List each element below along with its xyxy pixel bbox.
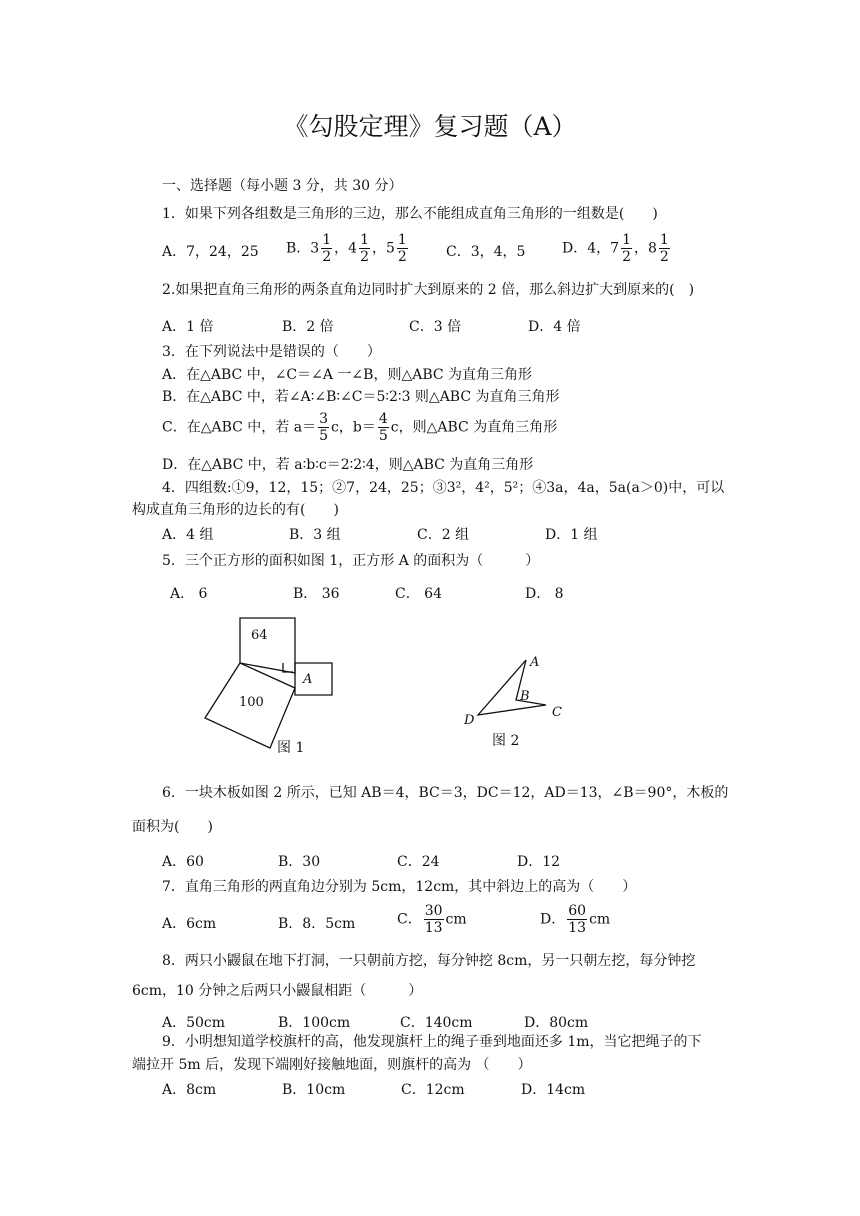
q4-option-d: D．1 组 <box>545 527 598 543</box>
q1-b-num-3: 1 <box>397 232 407 248</box>
q8-option-b: B．100cm <box>278 1015 351 1031</box>
q7-option-d <box>540 903 610 936</box>
q9-stem-line1: 9．小明想知道学校旗杆的高，他发现旗杆上的绳子垂到地面还多 1m，当它把绳子的下 <box>162 1034 702 1050</box>
q9-option-a: A．8cm <box>162 1082 217 1098</box>
q7-option-c <box>397 903 467 936</box>
q1-option-a: A．7，24，25 <box>162 244 259 260</box>
q1-b-den-3: 2 <box>397 249 407 265</box>
q2-option-d: D．4 倍 <box>528 319 581 335</box>
q1-d-den-2: 2 <box>659 249 669 265</box>
fig1-label-a: A <box>303 672 313 687</box>
figure-1 <box>205 618 332 748</box>
q8-stem-line1: 8．两只小鼹鼠在地下打洞，一只朝前方挖，每分钟挖 8cm，另一只朝左挖，每分钟挖 <box>162 953 696 969</box>
q4-stem-line2: 构成直角三角形的边长的有( ) <box>132 502 339 518</box>
q6-option-b: B．30 <box>278 854 321 870</box>
q4-stem-line1: 4．四组数:①9，12，15；②7，24，25；③3²，4²，5²；④3a，4a，5a(a＞0)中，可以 <box>162 480 725 496</box>
q3-option-d: D．在△ABC 中，若 a∶b∶c＝2∶2∶4，则△ABC 为直角三角形 <box>162 457 534 473</box>
q3-option-a: A．在△ABC 中，∠C＝∠A 一∠B，则△ABC 为直角三角形 <box>162 367 533 383</box>
fig1-label-64: 64 <box>251 628 268 643</box>
fig2-caption: 图 2 <box>492 733 520 749</box>
q7-option-b: B．8．5cm <box>278 916 356 932</box>
q8-option-a: A．50cm <box>162 1015 226 1031</box>
q7-c-den: 13 <box>424 920 443 936</box>
q7-d-prefix: D． <box>540 911 566 928</box>
q6-option-d: D．12 <box>517 854 561 870</box>
q5-option-b: B． 36 <box>293 586 340 602</box>
q1-b-whole-2: 4 <box>348 240 358 257</box>
q1-d-whole-2: 8 <box>647 240 657 257</box>
q1-b-num-1: 1 <box>322 232 332 248</box>
q5-option-c: C． 64 <box>395 586 442 602</box>
q7-option-a: A．6cm <box>162 916 217 932</box>
q8-option-d: D．80cm <box>524 1015 589 1031</box>
q1-b-den-1: 2 <box>322 249 332 265</box>
q1-b-den-2: 2 <box>360 249 369 265</box>
q1-b-prefix: B． <box>286 240 311 257</box>
q3-c-mid: c，b＝ <box>331 419 376 436</box>
q1-b-comma-1: ， <box>334 240 349 257</box>
q4-option-c: C．2 组 <box>417 527 470 543</box>
fig2-label-b: B <box>520 689 530 704</box>
q9-stem-line2: 端拉开 5m 后，发现下端刚好接触地面，则旗杆的高为 （ ） <box>132 1057 532 1073</box>
q1-d-num-2: 1 <box>659 232 669 248</box>
fig2-label-a: A <box>530 655 540 670</box>
q3-c-den-1: 5 <box>319 428 329 444</box>
q3-c-den-2: 5 <box>378 428 388 444</box>
q1-b-whole-3: 5 <box>385 240 395 257</box>
q9-option-c: C．12cm <box>401 1082 465 1098</box>
q7-stem: 7．直角三角形的两直角边分别为 5cm，12cm，其中斜边上的高为（ ） <box>162 879 637 895</box>
q5-stem: 5．三个正方形的面积如图 1，正方形 A 的面积为（ ） <box>162 553 540 569</box>
q6-stem-line1: 6．一块木板如图 2 所示，已知 AB＝4，BC＝3，DC＝12，AD＝13，∠B＝90°，木板的 <box>162 785 729 801</box>
q7-c-unit: cm <box>445 911 467 928</box>
q1-stem: 1．如果下列各组数是三角形的三边，那么不能组成直角三角形的一组数是( ) <box>162 206 658 222</box>
q8-option-c: C．140cm <box>400 1015 473 1031</box>
q7-c-num: 30 <box>424 903 443 919</box>
document-title: 《勾股定理》复习题（A） <box>283 112 577 141</box>
q7-d-unit: cm <box>589 911 611 928</box>
q1-b-num-2: 1 <box>360 232 369 248</box>
q4-option-b: B．3 组 <box>289 527 341 543</box>
q1-d-comma: ， <box>633 240 648 257</box>
q2-option-b: B．2 倍 <box>282 319 334 335</box>
q3-c-num-2: 4 <box>378 411 388 427</box>
q5-option-a: A． 6 <box>170 586 208 602</box>
q2-option-a: A．1 倍 <box>162 319 214 335</box>
q2-option-c: C．3 倍 <box>409 319 462 335</box>
fig1-label-100: 100 <box>239 695 264 710</box>
q1-d-whole-1: 7 <box>610 240 620 257</box>
q6-option-c: C．24 <box>397 854 440 870</box>
q3-option-b: B．在△ABC 中，若∠A∶∠B∶∠C＝5∶2∶3 则△ABC 为直角三角形 <box>162 389 560 405</box>
q6-stem-line2: 面积为( ) <box>132 819 213 835</box>
q1-b-comma-2: ， <box>371 240 386 257</box>
q7-d-num: 60 <box>568 903 587 919</box>
q7-d-den: 13 <box>568 920 587 936</box>
q9-option-b: B．10cm <box>282 1082 346 1098</box>
q3-c-suffix: c，则△ABC 为直角三角形 <box>390 419 558 436</box>
q3-c-prefix: C．在△ABC 中，若 a＝ <box>162 419 317 436</box>
q1-d-num-1: 1 <box>622 232 631 248</box>
q3-c-num-1: 3 <box>319 411 329 427</box>
fig2-label-c: C <box>552 705 562 720</box>
q1-d-prefix: D．4， <box>562 240 611 257</box>
fig2-label-d: D <box>464 713 475 728</box>
q5-option-d: D． 8 <box>525 586 564 602</box>
q2-stem: 2.如果把直角三角形的两条直角边同时扩大到原来的 2 倍，那么斜边扩大到原来的( ) <box>162 282 695 298</box>
q8-stem-line2: 6cm，10 分钟之后两只小鼹鼠相距（ ） <box>132 983 423 999</box>
q9-option-d: D．14cm <box>521 1082 586 1098</box>
fig1-square-a <box>295 663 332 695</box>
section-heading: 一、选择题（每小题 3 分，共 30 分） <box>162 178 403 194</box>
q1-d-den-1: 2 <box>622 249 631 265</box>
fig1-caption: 图 1 <box>277 740 305 756</box>
q1-option-c: C．3，4，5 <box>446 244 526 260</box>
q3-stem: 3．在下列说法中是错误的（ ） <box>162 344 381 360</box>
q4-option-a: A．4 组 <box>162 527 214 543</box>
q6-option-a: A．60 <box>162 854 204 870</box>
q1-b-whole-1: 3 <box>310 240 320 257</box>
q7-c-prefix: C． <box>397 911 422 928</box>
